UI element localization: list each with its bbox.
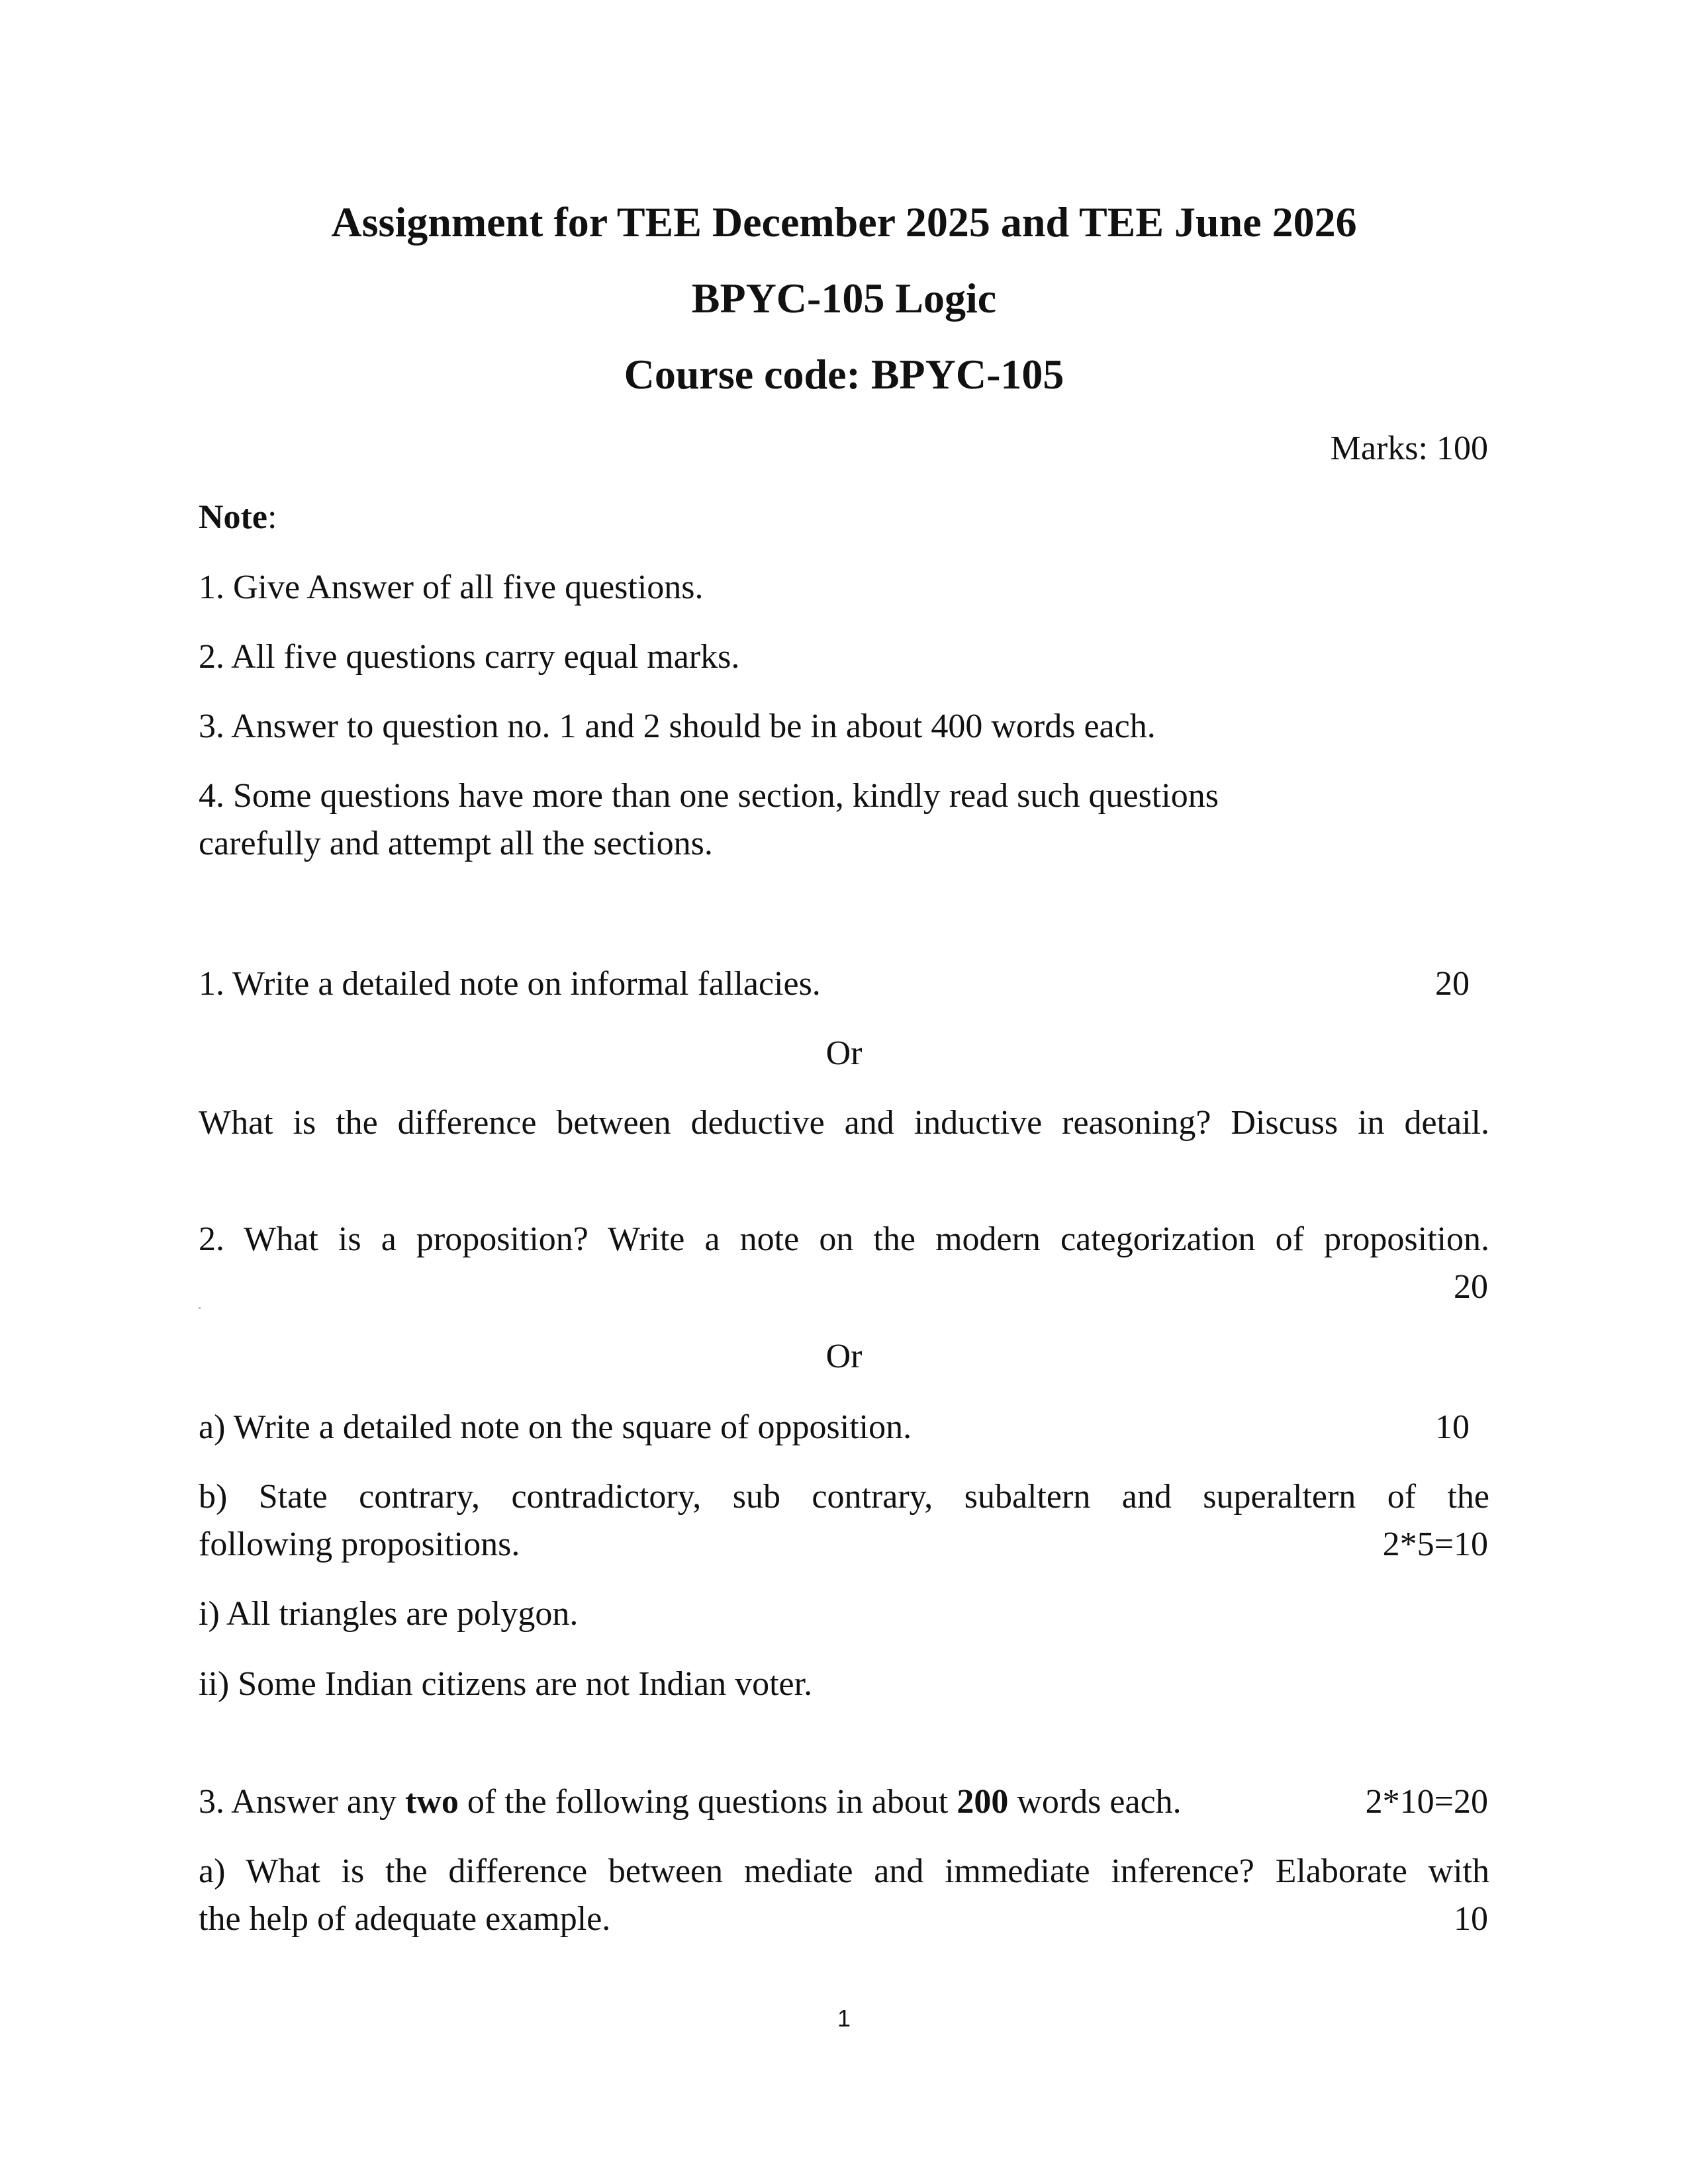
total-marks: Marks: 100 [1330, 430, 1488, 467]
question-2-or: Or [825, 1338, 863, 1375]
question-3-text-post: words each. [1008, 1783, 1182, 1821]
question-2-marks: 20 [1454, 1268, 1488, 1306]
question-3a-line1: a) What is the difference between mediate and immediate inference? Elaborate with [199, 1852, 1489, 1890]
note-heading-colon: : [267, 498, 277, 536]
note-heading-label: Note [199, 498, 267, 536]
question-2a: a) Write a detailed note on the square of opposition. [199, 1408, 912, 1446]
question-1-alternative: What is the difference between deductive and inductive reasoning? Discuss in detail. [199, 1104, 1489, 1142]
question-2a-marks: 10 [1435, 1408, 1470, 1446]
document-title: Assignment for TEE December 2025 and TEE June 2026 [331, 199, 1357, 246]
note-heading [199, 498, 277, 537]
scan-speck [199, 1307, 201, 1309]
question-3-text-mid: of the following questions in about [458, 1783, 957, 1821]
question-3-emphasis-two: two [404, 1783, 459, 1821]
note-item-4-line2: carefully and attempt all the sections. [199, 825, 713, 862]
note-item-2: 2. All five questions carry equal marks. [199, 638, 740, 676]
question-3a-marks: 10 [1454, 1900, 1488, 1938]
question-1: 1. Write a detailed note on informal fallacies. [199, 965, 821, 1003]
question-3-marks: 2*10=20 [1365, 1783, 1488, 1821]
note-item-3: 3. Answer to question no. 1 and 2 should be in about 400 words each. [199, 707, 1156, 745]
note-item-1: 1. Give Answer of all five questions. [199, 569, 704, 606]
course-name: BPYC-105 Logic [691, 275, 997, 322]
page-number: 1 [837, 2005, 851, 2032]
question-3-emphasis-200: 200 [957, 1783, 1009, 1821]
question-2b-marks: 2*5=10 [1382, 1525, 1488, 1563]
question-1-marks: 20 [1435, 965, 1470, 1003]
course-code: Course code: BPYC-105 [624, 351, 1064, 398]
question-2b-line2: following propositions. [199, 1525, 520, 1563]
proposition-i: i) All triangles are polygon. [199, 1595, 579, 1633]
question-1-or: Or [825, 1034, 863, 1072]
note-item-4-line1: 4. Some questions have more than one section, kindly read such questions [199, 777, 1219, 815]
question-2: 2. What is a proposition? Write a note on the modern categorization of proposition. [199, 1220, 1489, 1258]
question-2b-line1: b) State contrary, contradictory, sub contrary, subaltern and superaltern of the [199, 1478, 1489, 1516]
proposition-ii: ii) Some Indian citizens are not Indian voter. [199, 1665, 813, 1703]
question-3a-line2: the help of adequate example. [199, 1900, 611, 1938]
question-3-text-pre: 3. Answer any [199, 1783, 405, 1821]
question-3 [199, 1782, 1182, 1822]
